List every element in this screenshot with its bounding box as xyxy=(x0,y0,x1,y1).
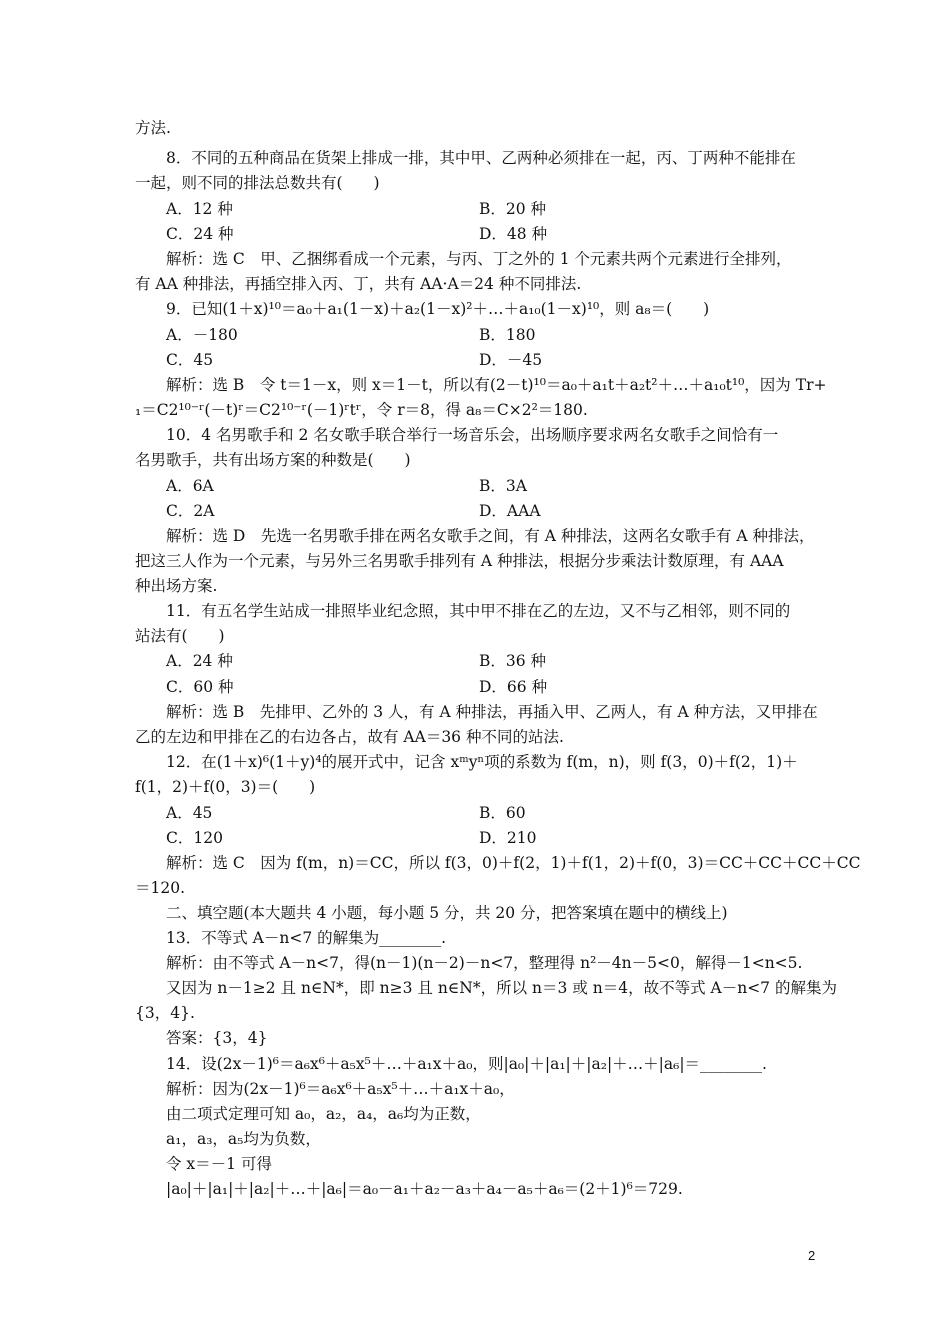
answer: 答案：{3，4} xyxy=(166,1029,268,1047)
option-c: C．2A xyxy=(166,502,215,520)
solution: 解析：因为(2x－1)⁶＝a₆x⁶＋a₅x⁵＋…＋a₁x＋a₀， xyxy=(166,1080,515,1098)
page-number: 2 xyxy=(808,1248,816,1263)
option-b: B．20 种 xyxy=(479,200,547,218)
text-line: f(1，2)＋f(0，3)＝( ) xyxy=(135,778,316,796)
question-11: 11．有五名学生站成一排照毕业纪念照，其中甲不排在乙的左边，又不与乙相邻，则不同的 xyxy=(166,602,791,620)
solution: 解析：选 D 先选一名男歌手排在两名女歌手之间，有 A 种排法，这两名女歌手有 A 种排法， xyxy=(166,527,815,545)
option-b: B．180 xyxy=(479,326,536,344)
question-13: 13．不等式 A－n<7 的解集为________. xyxy=(166,929,447,947)
option-a: A．45 xyxy=(166,804,213,822)
option-a: A．12 种 xyxy=(166,200,233,218)
text-line: |a₀|＋|a₁|＋|a₂|＋…＋|a₆|＝a₀－a₁＋a₂－a₃＋a₄－a₅＋a₆＝(2＋1)⁶＝729. xyxy=(166,1180,683,1198)
question-8: 8．不同的五种商品在货架上排成一排，其中甲、乙两种必须排在一起，丙、丁两种不能排在 xyxy=(166,149,796,167)
option-d: D．210 xyxy=(479,829,537,847)
option-a: A．24 种 xyxy=(166,652,233,670)
option-b: B．36 种 xyxy=(479,652,547,670)
option-c: C．24 种 xyxy=(166,225,234,243)
option-d: D．48 种 xyxy=(479,225,548,243)
option-c: C．120 xyxy=(166,829,223,847)
solution: 解析：选 C 甲、乙捆绑看成一个元素，与丙、丁之外的 1 个元素共两个元素进行全排列， xyxy=(166,250,792,268)
question-12: 12．在(1＋x)⁶(1＋y)⁴的展开式中，记含 xᵐyⁿ项的系数为 f(m，n)，则 f(3，0)＋f(2，1)＋ xyxy=(166,753,798,771)
text-line: 令 x＝－1 可得 xyxy=(166,1155,272,1173)
text-line: ＝120. xyxy=(135,879,186,897)
option-b: B．3A xyxy=(479,477,527,495)
text-line: 把这三人作为一个元素，与另外三名男歌手排列有 A 种排法，根据分步乘法计数原理，有 AAA xyxy=(135,552,784,570)
solution: 解析：选 B 令 t＝1－x，则 x＝1－t，所以有(2－t)¹⁰＝a₀＋a₁t＋a₂t²＋…＋a₁₀t¹⁰，因为 Tr+ xyxy=(166,376,827,394)
question-10: 10．4 名男歌手和 2 名女歌手联合举行一场音乐会，出场顺序要求两名女歌手之间恰有一 xyxy=(166,426,779,444)
text-line: 种出场方案. xyxy=(135,577,218,595)
option-d: D．AAA xyxy=(479,502,541,520)
option-a: A．6A xyxy=(166,477,214,495)
text-line: 方法. xyxy=(135,119,171,137)
option-d: D．66 种 xyxy=(479,678,548,696)
question-9: 9．已知(1＋x)¹⁰＝a₀＋a₁(1－x)＋a₂(1－x)²＋…＋a₁₀(1－x)¹⁰，则 a₈＝( ) xyxy=(166,300,710,318)
text-line: {3，4}. xyxy=(135,1004,195,1022)
text-line: 名男歌手，共有出场方案的种数是( ) xyxy=(135,451,411,469)
text-line: 有 AA 种排法，再插空排入丙、丁，共有 AA·A＝24 种不同排法. xyxy=(135,275,582,293)
solution: 解析：选 B 先排甲、乙外的 3 人，有 A 种排法，再插入甲、乙两人，有 A 种方法，又甲排在 xyxy=(166,703,818,721)
option-c: C．45 xyxy=(166,351,214,369)
section-heading: 二、填空题(本大题共 4 小题，每小题 5 分，共 20 分，把答案填在题中的横线上) xyxy=(166,904,728,922)
text-line: 站法有( ) xyxy=(135,627,225,645)
option-b: B．60 xyxy=(479,804,526,822)
text-line: ₁＝C2¹⁰⁻ʳ(－t)ʳ＝C2¹⁰⁻ʳ(－1)ʳtʳ，令 r＝8，得 a₈＝C×2²＝180. xyxy=(135,401,588,419)
text-line: 又因为 n－1≥2 且 n∈N*，即 n≥3 且 n∈N*，所以 n＝3 或 n＝4，故不等式 A－n<7 的解集为 xyxy=(166,979,837,997)
text-line: 乙的左边和甲排在乙的右边各占，故有 AA＝36 种不同的站法. xyxy=(135,728,564,746)
text-line: 由二项式定理可知 a₀，a₂，a₄，a₆均为正数， xyxy=(166,1105,481,1123)
text-line: 一起，则不同的排法总数共有( ) xyxy=(135,174,380,192)
solution: 解析：选 C 因为 f(m，n)＝CC，所以 f(3，0)＋f(2，1)＋f(1，2)＋f(0，3)＝CC＋CC＋CC＋CC xyxy=(166,854,861,872)
text-line: a₁，a₃，a₅均为负数， xyxy=(166,1130,321,1148)
option-a: A．－180 xyxy=(166,326,238,344)
option-c: C．60 种 xyxy=(166,678,234,696)
option-d: D．－45 xyxy=(479,351,543,369)
solution: 解析：由不等式 A－n<7，得(n－1)(n－2)－n<7，整理得 n²－4n－5<0，解得－1<n<5. xyxy=(166,954,803,972)
question-14: 14．设(2x－1)⁶＝a₆x⁶＋a₅x⁵＋…＋a₁x＋a₀，则|a₀|＋|a₁|＋|a₂|＋…＋|a₆|＝________. xyxy=(166,1055,767,1073)
